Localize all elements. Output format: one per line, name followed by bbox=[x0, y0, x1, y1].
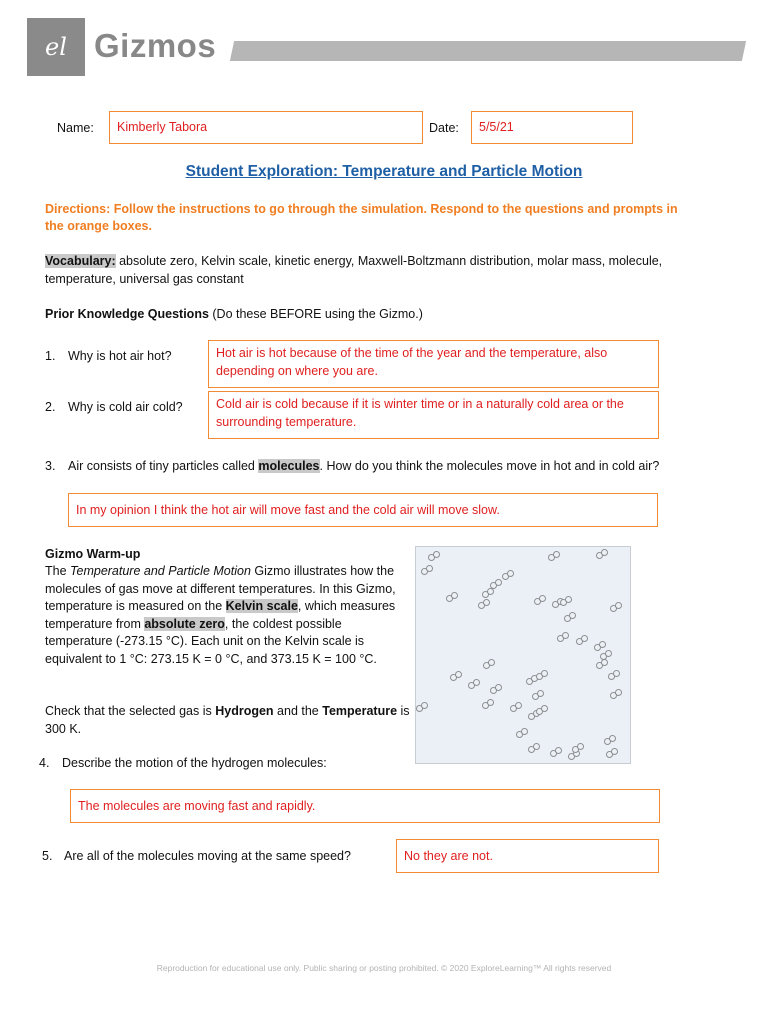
header-banner bbox=[230, 41, 746, 61]
question-2-number: 2. bbox=[45, 400, 56, 414]
molecules-illustration bbox=[416, 547, 632, 765]
prior-knowledge-label: Prior Knowledge Questions bbox=[45, 307, 209, 321]
particle-simulation-image bbox=[415, 546, 631, 764]
question-5-answer[interactable]: No they are not. bbox=[396, 839, 659, 873]
warmup-text: Check that the selected gas is bbox=[45, 704, 216, 718]
question-3-number: 3. bbox=[45, 459, 56, 473]
question-1-answer[interactable]: Hot air is hot because of the time of the year and the temperature, also depending on where you are. bbox=[208, 340, 659, 388]
vocabulary-label: Vocabulary: bbox=[45, 254, 116, 268]
question-3-text-after: . How do you think the molecules move in hot and in cold air? bbox=[319, 459, 660, 473]
warmup-heading: Gizmo Warm-up bbox=[45, 547, 141, 561]
question-5-number: 5. bbox=[42, 849, 53, 863]
warmup-paragraph-2 bbox=[45, 703, 411, 738]
warmup-text: , the coldest possible temperature (-273.15 °C). Each unit on the Kelvin scale is equivalent to 1 °C: 273.15 K = 0 °C, and 373.15 K = 100 °C. bbox=[45, 616, 377, 666]
prior-knowledge-note: (Do these BEFORE using the Gizmo.) bbox=[208, 307, 423, 321]
vocabulary-paragraph bbox=[45, 253, 685, 288]
gizmo-name: Temperature and Particle Motion bbox=[70, 564, 251, 578]
vocabulary-terms: absolute zero, Kelvin scale, kinetic energy, Maxwell-Boltzmann distribution, molar mass, molecule, temperature, universal gas constant bbox=[45, 254, 663, 286]
question-2-text: Why is cold air cold? bbox=[68, 400, 183, 414]
warmup-text: is 300 K. bbox=[45, 704, 410, 736]
warmup-text: and the bbox=[273, 704, 323, 718]
directions-text: Directions: Follow the instructions to go through the simulation. Respond to the questions and prompts in the orange boxes. bbox=[45, 202, 678, 233]
temperature-label: Temperature bbox=[322, 704, 398, 718]
warmup-text: The bbox=[45, 564, 71, 578]
question-3-text bbox=[68, 459, 748, 473]
page-title: Student Exploration: Temperature and Particle Motion bbox=[185, 163, 583, 180]
kelvin-scale-keyword: Kelvin scale bbox=[225, 599, 298, 613]
gas-name: Hydrogen bbox=[215, 704, 274, 718]
name-field[interactable]: Kimberly Tabora bbox=[109, 111, 423, 144]
warmup-paragraph-1 bbox=[45, 563, 411, 668]
name-label: Name: bbox=[57, 121, 94, 135]
question-2-answer[interactable]: Cold air is cold because if it is winter time or in a naturally cold area or the surrounding temperature. bbox=[208, 391, 659, 439]
absolute-zero-keyword: absolute zero bbox=[144, 616, 225, 631]
gizmos-brand: Gizmos bbox=[94, 27, 217, 64]
molecules-keyword: molecules bbox=[258, 459, 320, 473]
copyright-footer: Reproduction for educational use only. Public sharing or posting prohibited. © 2020 ExploreLearning™ All rights reserved bbox=[156, 963, 612, 973]
question-3-answer[interactable]: In my opinion I think the hot air will move fast and the cold air will move slow. bbox=[68, 493, 658, 527]
question-1-number: 1. bbox=[45, 349, 56, 363]
warmup-text: Gizmo illustrates how the molecules of gas move at different temperatures. In this Gizmo, temperature is measured on the bbox=[45, 564, 396, 613]
question-4-number: 4. bbox=[39, 756, 50, 770]
date-field[interactable]: 5/5/21 bbox=[471, 111, 633, 144]
explorelearning-logo: el bbox=[27, 18, 85, 76]
question-4-text: Describe the motion of the hydrogen molecules: bbox=[62, 756, 327, 770]
date-label: Date: bbox=[429, 121, 459, 135]
question-1-text: Why is hot air hot? bbox=[68, 349, 172, 363]
question-3-text-before: Air consists of tiny particles called bbox=[68, 459, 259, 473]
question-4-answer[interactable]: The molecules are moving fast and rapidly. bbox=[70, 789, 660, 823]
prior-knowledge-heading bbox=[45, 306, 685, 324]
warmup-text: , which measures temperature from bbox=[45, 599, 396, 631]
question-5-text: Are all of the molecules moving at the same speed? bbox=[64, 849, 351, 863]
